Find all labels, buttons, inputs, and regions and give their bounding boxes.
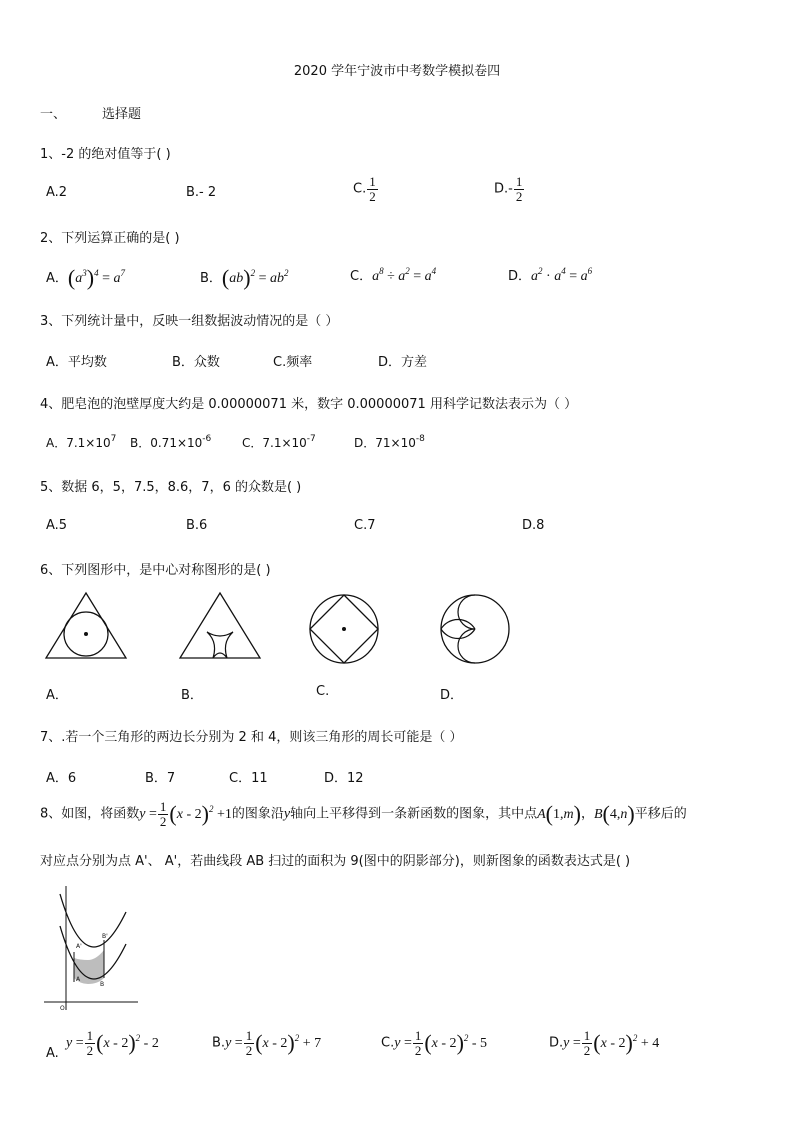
q2-option-a: A．$(a^3)^4 = a^7$ xyxy=(46,265,125,290)
q7-stem: 7、.若一个三角形的两边长分别为 2 和 4，则该三角形的周长可能是（ ） xyxy=(40,730,463,745)
page-title: 2020 学年宁波市中考数学模拟卷四 xyxy=(293,64,501,79)
q3-option-b: B．众数 xyxy=(172,355,220,370)
q4-option-b: B．$0.71\times 10^{-6}$ xyxy=(130,434,212,450)
q3-option-a: A．平均数 xyxy=(46,355,107,370)
q2-option-c: C．$a^8 \div a^2 = a^4$ xyxy=(350,266,437,284)
q8-option-c: C.y = $\frac{1}{2}$ (x - 2)$^2$ - 5 xyxy=(381,1028,488,1058)
q5-stem: 5、数据 6，5，7.5，8.6，7，6 的众数是( ) xyxy=(40,480,302,495)
q3-stem: 3、下列统计量中，反映一组数据波动情况的是（ ） xyxy=(40,314,339,329)
q6-stem: 6、下列图形中，是中心对称图形的是( ) xyxy=(40,563,271,578)
q1-option-d: D.- $\frac{1}{2}$ xyxy=(494,174,523,204)
q8-option-d: D.y = $\frac{1}{2}$ (x - 2)$^2$ + 4 xyxy=(549,1028,660,1058)
q3-option-c: C.频率 xyxy=(273,355,313,370)
svg-text:A': A' xyxy=(76,943,82,950)
q6-figure-d xyxy=(437,591,513,667)
q7-option-c: C．11 xyxy=(229,771,268,786)
q1-option-c: C. $\frac{1}{2}$ xyxy=(353,174,376,204)
q7-option-a: A．6 xyxy=(46,771,77,786)
q6-figure-a xyxy=(44,590,128,662)
q6-option-a: A． xyxy=(46,688,68,703)
q2-option-b: B．$(ab)^2 = ab^2$ xyxy=(200,265,289,290)
q7-option-d: D．12 xyxy=(324,771,364,786)
q8-option-a: y = $\frac{1}{2}$ (x - 2)$^2$ - 2 xyxy=(66,1028,159,1058)
q1-stem: 1、-2 的绝对值等于( ) xyxy=(40,147,171,162)
q4-option-d: D．$71\times 10^{-8}$ xyxy=(354,434,425,450)
q1-option-a: A.2 xyxy=(46,185,68,200)
q8-option-a-label: A. xyxy=(46,1046,59,1061)
q6-option-d: D． xyxy=(440,688,464,703)
q6-option-b: B． xyxy=(181,688,203,703)
q5-option-b: B.6 xyxy=(186,518,208,533)
q8-figure xyxy=(40,882,140,1014)
q2-stem: 2、下列运算正确的是( ) xyxy=(40,231,180,246)
svg-text:A: A xyxy=(76,976,81,983)
q4-option-c: C．$7.1\times 10^{-7}$ xyxy=(242,434,316,450)
q8-stem-line2: 对应点分别为点 A'、 A'，若曲线段 AB 扫过的面积为 9(图中的阴影部分)，则新图象的函数表达式是( ) xyxy=(40,854,631,869)
q5-option-d: D.8 xyxy=(522,518,545,533)
section-title: 选择题 xyxy=(102,107,142,122)
q8-option-b: B.y = $\frac{1}{2}$ (x - 2)$^2$ + 7 xyxy=(212,1028,322,1058)
q6-figure-b xyxy=(178,590,262,662)
q6-option-c: C. xyxy=(316,684,330,699)
svg-text:B: B xyxy=(100,981,105,988)
q1-option-b: B.- 2 xyxy=(186,185,217,200)
q5-option-c: C.7 xyxy=(354,518,376,533)
q7-option-b: B．7 xyxy=(145,771,176,786)
q2-option-d: D．$a^2 \cdot a^4 = a^6$ xyxy=(508,266,593,284)
q4-stem: 4、肥皂泡的泡壁厚度大约是 0.00000071 米，数字 0.00000071 用科学记数法表示为（ ） xyxy=(40,397,578,412)
svg-text:B': B' xyxy=(102,933,108,940)
q5-option-a: A.5 xyxy=(46,518,68,533)
section-number: 一、 xyxy=(40,107,67,122)
q8-stem-line1: 8、如图，将函数y = $\frac{1}{2}$ (x - 2)$^2$ +1的图象沿y轴向上平移得到一条新函数的图象，其中点A(1,m)，B(4,n)平移后的 xyxy=(40,799,687,829)
q4-option-a: A．$7.1\times 10^7$ xyxy=(46,434,117,450)
svg-text:O: O xyxy=(60,1005,65,1012)
q6-figure-c xyxy=(306,591,382,667)
q3-option-d: D．方差 xyxy=(378,355,428,370)
